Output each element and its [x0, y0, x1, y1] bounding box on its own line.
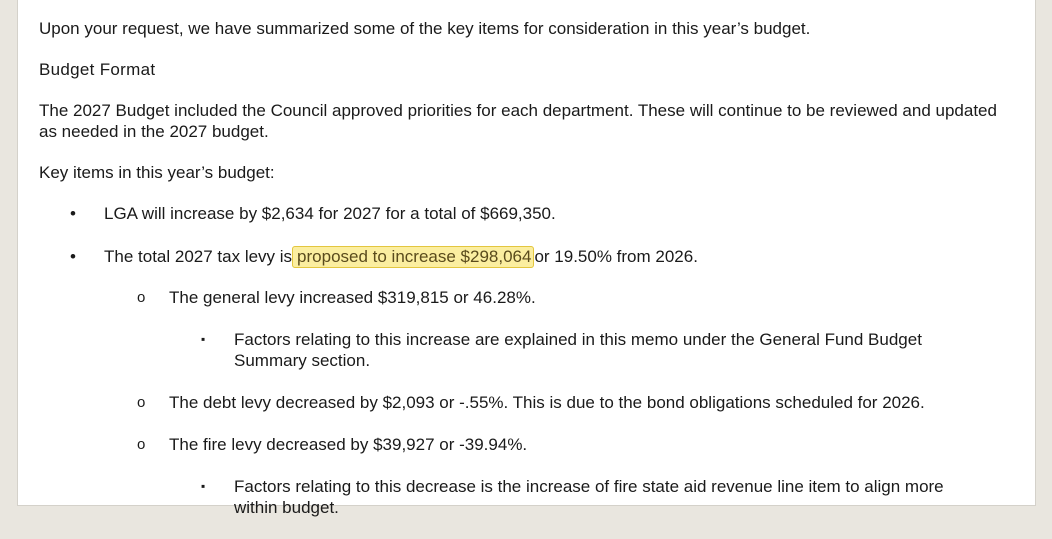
list-item-text: Factors relating to this increase are explained in this memo under the General Fund Budget Summary section.	[234, 330, 922, 370]
list-item-debt-levy	[39, 392, 999, 413]
format-paragraph: The 2027 Budget included the Council approved priorities for each department. These will continue to be reviewed and updated as needed in the 2027 budget.	[39, 101, 997, 141]
levy-text-post: or 19.50% from 2026.	[534, 247, 698, 266]
document-page	[17, 0, 1036, 517]
intro-paragraph: Upon your request, we have summarized some of the key items for consideration in this year’s budget.	[39, 19, 811, 38]
list-item-lga	[39, 203, 999, 224]
disc-bullet-icon: •	[70, 247, 76, 266]
circle-bullet-icon: o	[137, 436, 146, 453]
square-bullet-icon: ▪	[201, 479, 206, 493]
square-bullet-icon: ▪	[201, 332, 206, 346]
list-item-text: LGA will increase by $2,634 for 2027 for a total of $669,350.	[104, 204, 556, 223]
list-item-text: The general levy increased $319,815 or 46.28%.	[169, 288, 536, 307]
circle-bullet-icon: o	[137, 289, 146, 306]
list-item-general-factors	[39, 329, 974, 371]
key-items-heading: Key items in this year’s budget:	[39, 163, 275, 182]
highlight-annotation[interactable]: proposed to increase $298,064	[292, 246, 534, 268]
key-items-list	[39, 203, 999, 518]
list-item-text: The fire levy decreased by $39,927 or -39.94%.	[169, 435, 528, 454]
list-item-general-levy	[39, 287, 999, 308]
list-item-tax-levy	[39, 246, 999, 267]
list-item-fire-levy	[39, 434, 999, 455]
list-item-text: The debt levy decreased by $2,093 or -.55%. This is due to the bond obligations scheduled for 2026.	[169, 393, 925, 412]
circle-bullet-icon: o	[137, 394, 146, 411]
levy-text-pre: The total 2027 tax levy is	[104, 247, 293, 266]
list-item-text: Factors relating to this decrease is the increase of fire state aid revenue line item to align more within budget.	[234, 477, 944, 517]
list-item-fire-factors	[39, 476, 974, 518]
disc-bullet-icon: •	[70, 204, 76, 223]
document-content	[39, 18, 999, 539]
section-heading: Budget Format	[39, 60, 156, 79]
